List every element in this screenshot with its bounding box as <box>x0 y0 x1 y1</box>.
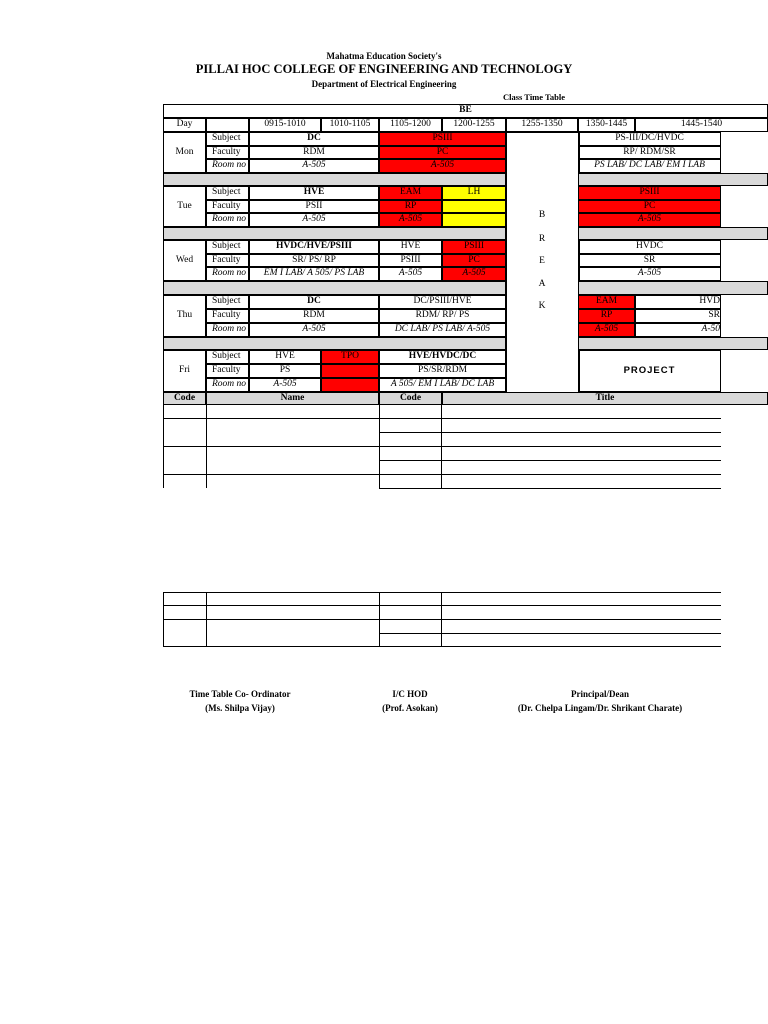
day-separator <box>163 281 506 295</box>
mon-room-3: PS LAB/ DC LAB/ EM I LAB <box>578 159 721 173</box>
row-label-room: Room no <box>206 159 249 173</box>
grid-line <box>379 619 721 620</box>
slot-header: 1350-1445 <box>578 118 635 132</box>
day-separator <box>163 173 506 186</box>
thu-subject-2: DC/PSIII/HVE <box>379 295 506 309</box>
legend-code-header-2: Code <box>379 392 442 405</box>
tue-subject-1: HVE <box>249 186 379 200</box>
thu-subject-3: EAM <box>578 295 635 309</box>
slot-header: 1200-1255 <box>442 118 506 132</box>
tue-subject-2: EAM <box>379 186 442 200</box>
row-label-subject: Subject <box>206 240 249 254</box>
row-label-subject: Subject <box>206 186 249 200</box>
thu-subject-4 <box>635 295 721 309</box>
wed-subject-4: HVDC <box>578 240 721 254</box>
mon-room-2: A-505 <box>379 159 506 173</box>
legend-title-header: Title <box>442 392 768 405</box>
slot-header: 1255-1350 <box>506 118 578 132</box>
fri-room-1: A-505 <box>249 378 321 392</box>
break-letter: K <box>538 301 546 312</box>
fri-subject-2: TPO <box>321 350 379 364</box>
row-label-room: Room no <box>206 323 249 337</box>
society-name: Mahatma Education Society's <box>326 51 442 61</box>
row-label-faculty: Faculty <box>206 364 249 378</box>
grid-line <box>163 605 379 606</box>
legend-code-header: Code <box>163 392 206 405</box>
break-letter: B <box>538 210 546 221</box>
signature-hod-name: (Prof. Asokan) <box>382 703 438 713</box>
wed-faculty-1: SR/ PS/ RP <box>249 254 379 267</box>
break-letter: E <box>539 256 545 267</box>
wed-faculty-4: SR <box>578 254 721 267</box>
wed-room-1: EM I LAB/ A 505/ PS LAB <box>249 267 379 281</box>
fri-faculty-3: PS/SR/RDM <box>379 364 506 378</box>
document-title: Class Time Table <box>502 92 566 102</box>
day-separator <box>163 337 506 350</box>
row-label-faculty: Faculty <box>206 254 249 267</box>
day-separator <box>578 173 768 186</box>
tue-faculty-3 <box>442 200 506 213</box>
day-separator <box>578 337 768 350</box>
day-cell-fri: Fri <box>163 350 206 392</box>
slot-header: 1010-1105 <box>321 118 379 132</box>
wed-room-2: A-505 <box>379 267 442 281</box>
wed-room-3: A-505 <box>442 267 506 281</box>
thu-subject-4-text: HVD <box>699 296 720 307</box>
tue-faculty-4: PC <box>578 200 721 213</box>
tue-faculty-1: PSII <box>249 200 379 213</box>
thu-faculty-3: RP <box>578 309 635 323</box>
thu-room-4 <box>635 323 721 337</box>
grid-line <box>379 418 721 419</box>
row-label-faculty: Faculty <box>206 309 249 323</box>
thu-subject-1: DC <box>249 295 379 309</box>
wed-faculty-3: PC <box>442 254 506 267</box>
thu-room-4-text: A-50 <box>701 324 720 335</box>
fri-room-3: A 505/ EM I LAB/ DC LAB <box>379 378 506 392</box>
thu-faculty-1: RDM <box>249 309 379 323</box>
day-separator <box>578 227 768 240</box>
college-name: PILLAI HOC COLLEGE OF ENGINEERING AND TECHNOLOGY <box>195 62 573 76</box>
day-separator <box>163 227 506 240</box>
mon-subject-1: DC <box>249 132 379 146</box>
day-cell-wed: Wed <box>163 240 206 281</box>
thu-faculty-4-text: SR <box>708 310 720 321</box>
signature-principal-name: (Dr. Chelpa Lingam/Dr. Shrikant Charate) <box>517 703 683 713</box>
grid-line <box>163 418 206 419</box>
grid-line <box>379 432 721 433</box>
grid-line <box>163 446 206 447</box>
grid-line <box>379 633 721 634</box>
row-label-room: Room no <box>206 267 249 281</box>
fri-subject-3: HVE/HVDC/DC <box>379 350 506 364</box>
mon-faculty-1: RDM <box>249 146 379 159</box>
tue-room-2: A-505 <box>379 213 442 227</box>
fri-room-2 <box>321 378 379 392</box>
thu-faculty-2: RDM/ RP/ PS <box>379 309 506 323</box>
fri-faculty-1: PS <box>249 364 321 378</box>
mon-room-1: A-505 <box>249 159 379 173</box>
thu-room-2: DC LAB/ PS LAB/ A-505 <box>379 323 506 337</box>
legend-name-header: Name <box>206 392 379 405</box>
wed-subject-3: PSIII <box>442 240 506 254</box>
grid-line <box>379 460 721 461</box>
tue-room-4: A-505 <box>578 213 721 227</box>
day-cell-thu: Thu <box>163 295 206 337</box>
wed-subject-2: HVE <box>379 240 442 254</box>
fri-subject-1: HVE <box>249 350 321 364</box>
signature-coordinator-name: (Ms. Shilpa Vijay) <box>205 703 275 713</box>
thu-room-3: A-505 <box>578 323 635 337</box>
day-cell-mon: Mon <box>163 132 206 173</box>
signature-coordinator-role: Time Table Co- Ordinator <box>189 689 291 699</box>
day-separator <box>578 281 768 295</box>
grid-line <box>379 474 721 475</box>
mon-faculty-3: RP/ RDM/SR <box>578 146 721 159</box>
row-label-subject: Subject <box>206 350 249 364</box>
day-header: Day <box>163 118 206 132</box>
signature-hod-role: I/C HOD <box>392 689 428 699</box>
department-name: Department of Electrical Engineering <box>311 79 457 89</box>
row-label-faculty: Faculty <box>206 146 249 159</box>
grid-line <box>163 646 721 647</box>
row-label-subject: Subject <box>206 132 249 146</box>
tue-subject-4: PSIII <box>578 186 721 200</box>
day-cell-tue: Tue <box>163 186 206 227</box>
mon-subject-3: PS-III/DC/HVDC <box>578 132 721 146</box>
break-letter: A <box>538 279 546 290</box>
tue-room-3 <box>442 213 506 227</box>
row-label-room: Room no <box>206 213 249 227</box>
grid-line <box>163 592 721 593</box>
grid-line <box>206 446 379 447</box>
grid-line <box>163 474 206 475</box>
wed-subject-1: HVDC/HVE/PSIII <box>249 240 379 254</box>
slot-header: 0915-1010 <box>249 118 321 132</box>
class-label: BE <box>163 104 768 118</box>
grid-line <box>379 605 721 606</box>
row-label-faculty: Faculty <box>206 200 249 213</box>
wed-faculty-2: PSIII <box>379 254 442 267</box>
fri-faculty-2 <box>321 364 379 378</box>
thu-faculty-4 <box>635 309 721 323</box>
grid-line <box>379 446 721 447</box>
slot-header-empty <box>206 118 249 132</box>
grid-line <box>206 474 379 475</box>
wed-room-4: A-505 <box>578 267 721 281</box>
grid-line <box>379 488 721 489</box>
slot-header: 1105-1200 <box>379 118 442 132</box>
mon-faculty-2: PC <box>379 146 506 159</box>
grid-line <box>206 418 379 419</box>
grid-line <box>163 619 379 620</box>
tue-faculty-2: RP <box>379 200 442 213</box>
break-letter: R <box>538 234 546 245</box>
row-label-room: Room no <box>206 378 249 392</box>
signature-principal-role: Principal/Dean <box>571 689 629 699</box>
slot-header: 1445-1540 <box>635 118 768 132</box>
thu-room-1: A-505 <box>249 323 379 337</box>
row-label-subject: Subject <box>206 295 249 309</box>
tue-room-1: A-505 <box>249 213 379 227</box>
mon-subject-2: PSIII <box>379 132 506 146</box>
tue-subject-3: LH <box>442 186 506 200</box>
fri-project: PROJECT <box>578 350 721 392</box>
